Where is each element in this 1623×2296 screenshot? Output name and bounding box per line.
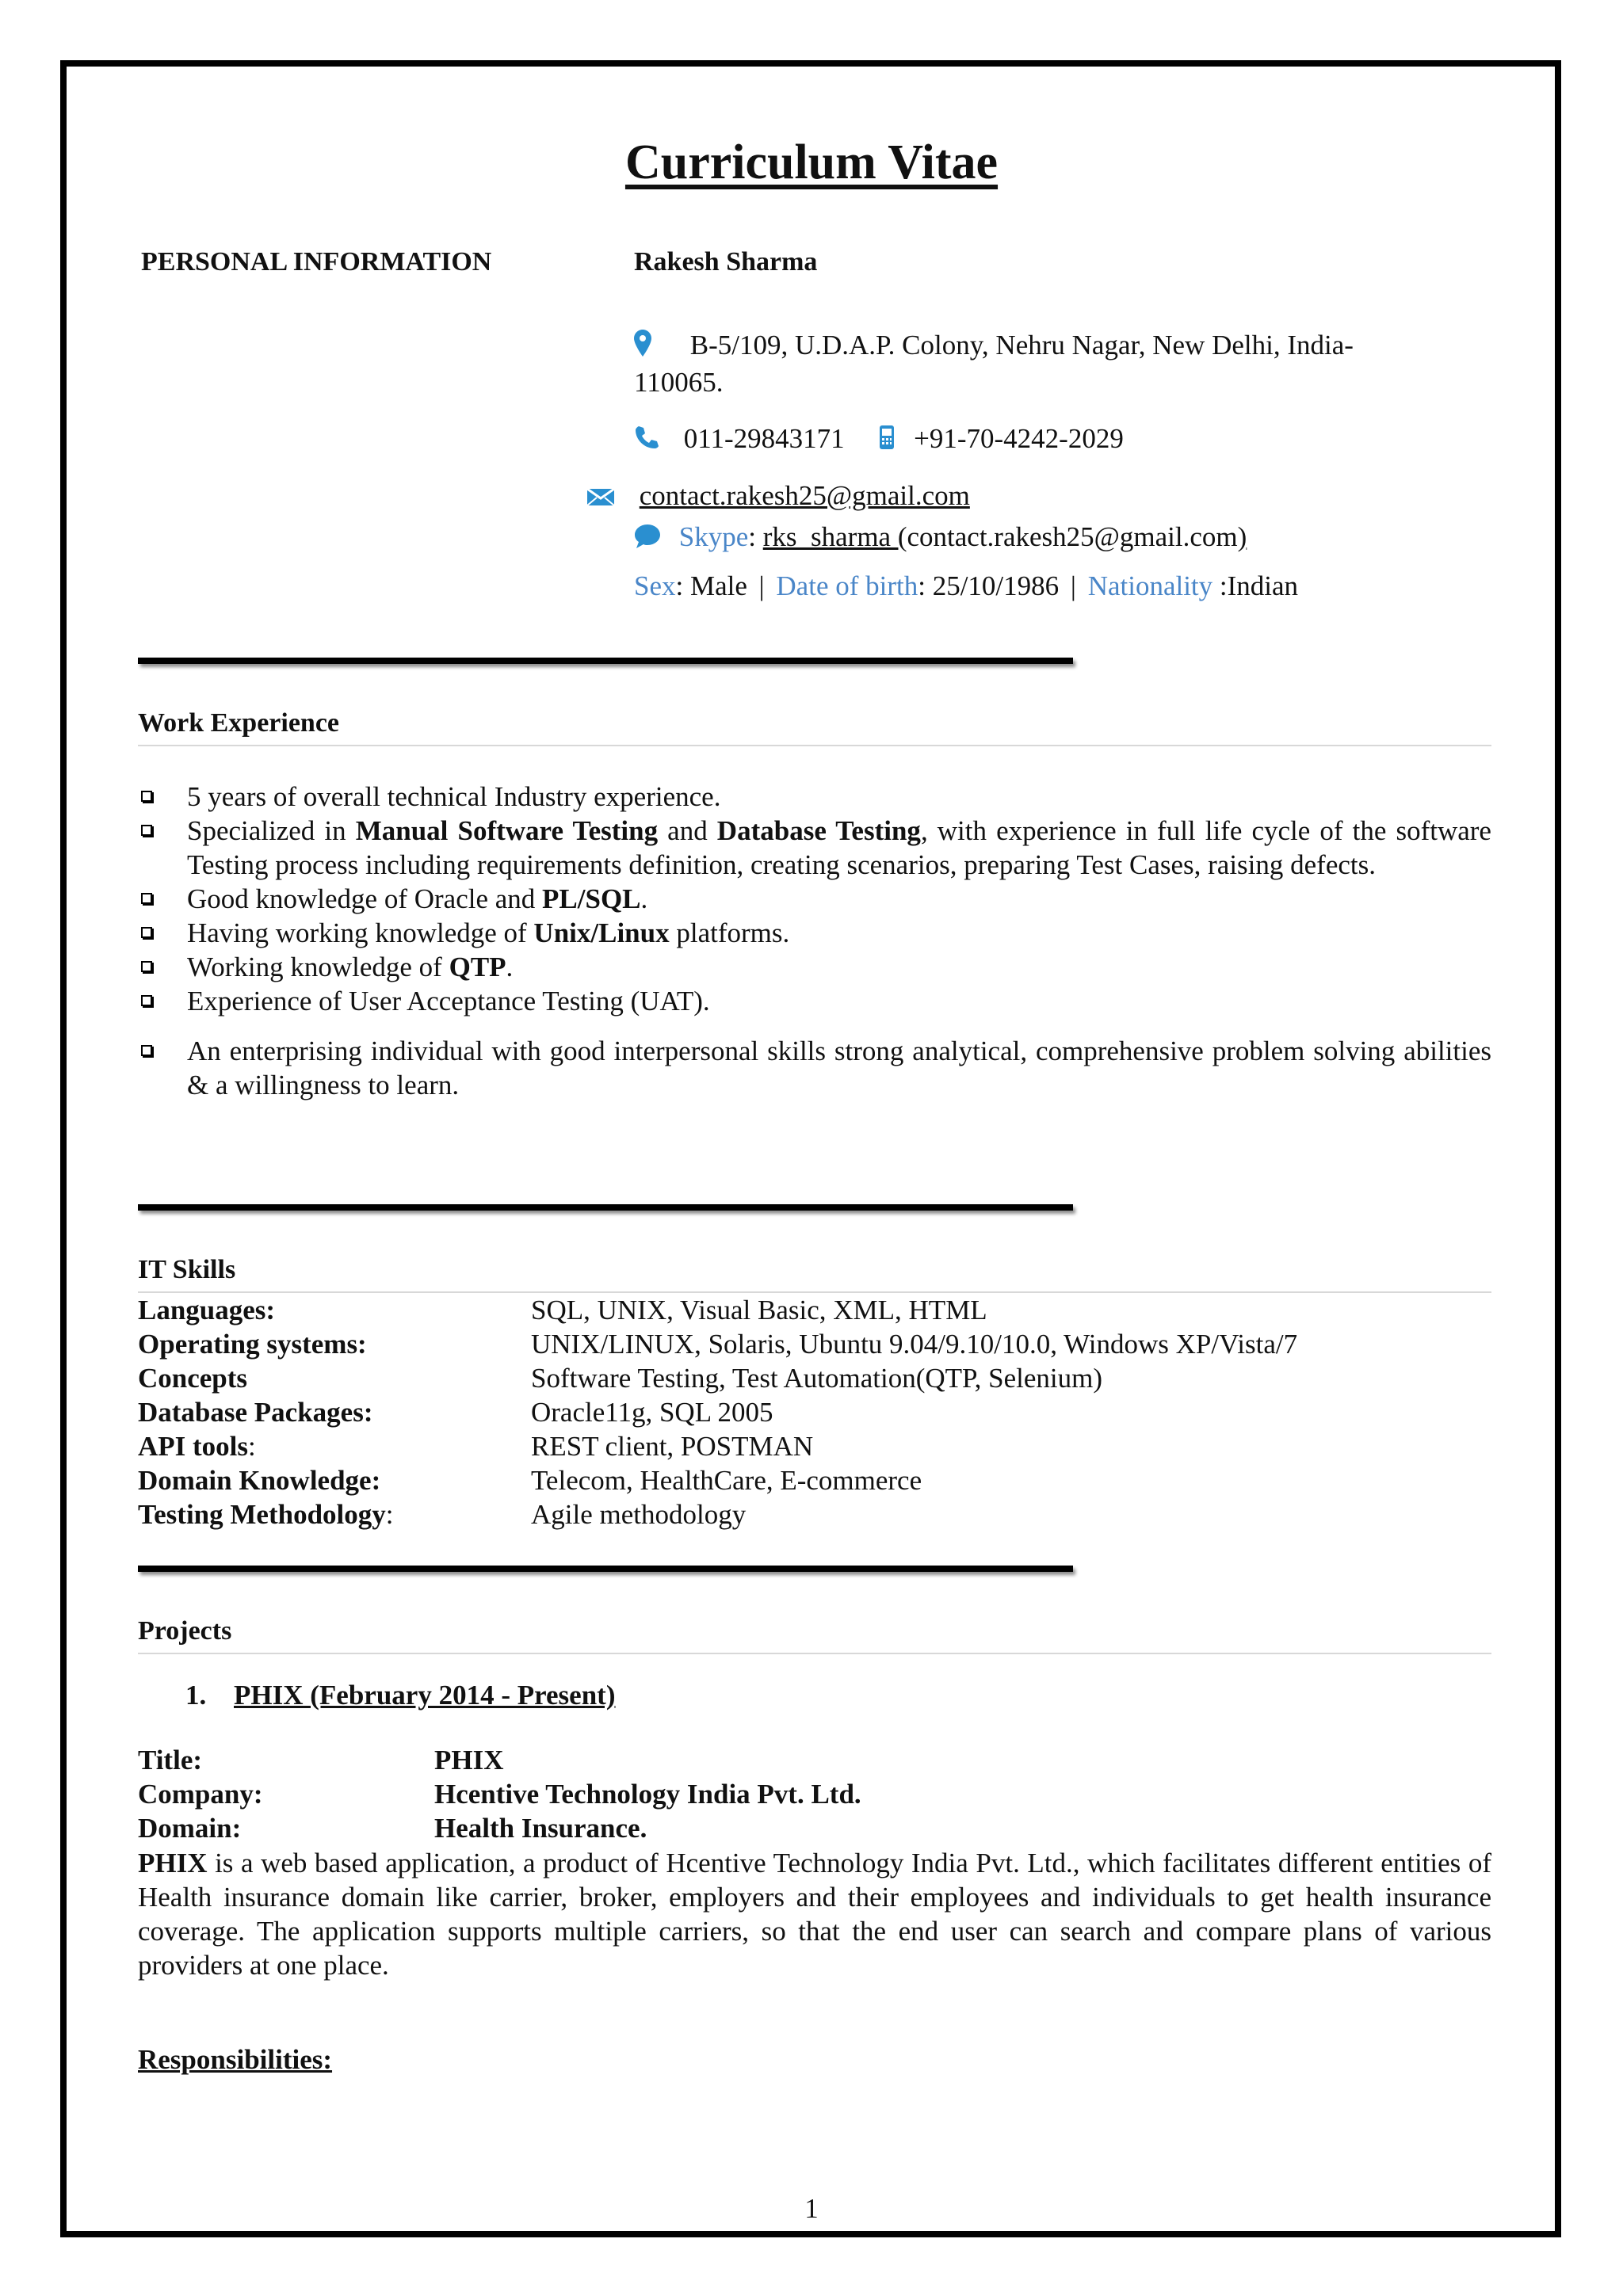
demographics-row [634,570,1298,602]
item-text: . [640,883,648,914]
checkbox-bullet-icon [141,927,152,938]
skill-row [138,1327,1297,1361]
skill-row [138,1497,1297,1531]
chat-bubble-icon [634,522,661,556]
skype-id[interactable]: rks_sharma ( [762,521,907,552]
skill-key-text: API tools [138,1431,249,1462]
project-title-link: PHIX (February 2014 - Present) [234,1680,616,1711]
it-skills-heading: IT Skills [138,1255,236,1284]
page-number: 1 [804,2193,819,2224]
skill-key [138,1327,531,1361]
item-text: and [658,815,717,846]
mobile-icon [878,425,896,457]
project-heading [185,1680,615,1711]
skill-row [138,1293,1297,1327]
section-divider [138,1566,1073,1572]
address-line-2: 110065. [634,367,724,399]
skill-value: Agile methodology [531,1499,747,1530]
skill-key-text: Domain Knowledge: [138,1465,381,1496]
description-bold: PHIX [138,1848,208,1878]
phone-icon [634,425,659,457]
field-label: Company: [138,1779,263,1810]
sex-value: : Male [675,570,747,601]
skill-key-text: Operating systems: [138,1329,367,1360]
item-bold: QTP [449,952,506,982]
section-divider [138,1204,1073,1211]
item-text: An enterprising individual with good interpersonal skills strong analytical, comprehensive problem solving abilities & a willingness to learn. [187,1035,1491,1100]
list-item [138,916,1491,950]
skype-row [634,521,1247,556]
skill-value: UNIX/LINUX, Solaris, Ubuntu 9.04/9.10/10.0, Windows XP/Vista/7 [531,1329,1298,1360]
skill-key-text: Concepts [138,1363,248,1394]
description-text: is a web based application, a product of Hcentive Technology India Pvt. Ltd., which facilitates different entities of Health insurance domain like carrier, broker, employers and their employees and individuals to get health insurance coverage. The application supports multiple carriers, so that the end user can search and compare plans of various providers at one place. [138,1848,1491,1981]
list-item [138,984,1491,1018]
project-field [138,1811,861,1845]
item-text: , with experience in full life cycle of the software Testing process including requirements definition, creating scenarios, preparing Test Cases, raising defects. [187,815,1491,880]
skill-key-text: Languages: [138,1295,276,1325]
item-bold: PL/SQL [542,883,641,914]
item-bold: Manual Software Testing [355,815,659,846]
heading-rule [138,745,1491,746]
document-title: Curriculum Vitae [624,135,999,189]
item-text: 5 years of overall technical Industry experience. [187,781,721,812]
skype-email: contact.rakesh25@gmail.com [907,521,1238,552]
skill-value: Software Testing, Test Automation(QTP, Selenium) [531,1363,1102,1394]
field-value: Hcentive Technology India Pvt. Ltd. [434,1779,861,1810]
skill-value: SQL, UNIX, Visual Basic, XML, HTML [531,1295,987,1325]
checkbox-bullet-icon [141,893,152,904]
location-pin-icon [634,330,663,365]
dob-value: : 25/10/1986 [918,570,1060,601]
separator: | [758,570,765,601]
checkbox-bullet-icon [141,825,152,836]
phone-row [634,423,1124,457]
skill-key [138,1395,531,1429]
responsibilities-heading: Responsibilities: [138,2044,333,2075]
personal-info-heading: PERSONAL INFORMATION [141,247,492,277]
work-experience-list [138,780,1491,1102]
skype-label: Skype [678,521,749,552]
sex-label: Sex [634,570,676,601]
list-item [138,950,1491,984]
list-item [138,1034,1491,1102]
checkbox-bullet-icon [141,995,152,1006]
list-item [138,780,1491,814]
separator: | [1070,570,1076,601]
skill-key-suffix: : [385,1499,394,1530]
candidate-name: Rakesh Sharma [634,247,818,277]
project-details [138,1743,861,1845]
skill-key [138,1497,531,1531]
skill-value: REST client, POSTMAN [531,1431,814,1462]
email-row [586,480,970,514]
work-experience-heading: Work Experience [138,708,340,738]
project-field [138,1777,861,1811]
address [634,328,1354,400]
item-text: platforms. [669,917,790,948]
field-value: Health Insurance. [434,1813,647,1844]
nationality-label: Nationality [1087,570,1213,601]
item-text: Experience of User Acceptance Testing (UAT). [187,986,710,1016]
project-number: 1. [185,1680,207,1711]
skill-key [138,1429,531,1463]
projects-heading: Projects [138,1616,232,1646]
skill-row [138,1395,1297,1429]
envelope-icon [586,482,615,514]
project-description [138,1846,1491,1982]
field-label: Title: [138,1745,203,1775]
item-text: Good knowledge of Oracle and [187,883,543,914]
item-text: . [506,952,514,982]
project-field [138,1743,861,1777]
phone-number: 011-29843171 [683,423,845,454]
item-bold: Database Testing [716,815,921,846]
heading-rule [138,1653,1491,1654]
skype-colon: : [748,521,756,552]
field-value: PHIX [434,1745,504,1775]
skill-key-text: Testing Methodology [138,1499,386,1530]
skill-key [138,1463,531,1497]
nationality-value: :Indian [1219,570,1299,601]
item-text: Specialized in [187,815,356,846]
list-item [138,814,1491,882]
field-label: Domain: [138,1813,242,1844]
email-link[interactable]: contact.rakesh25@gmail.com [639,480,970,511]
skill-value: Oracle11g, SQL 2005 [531,1397,773,1428]
checkbox-bullet-icon [141,961,152,972]
checkbox-bullet-icon [141,1045,152,1056]
address-line-1: B-5/109, U.D.A.P. Colony, Nehru Nagar, New Delhi, India- [689,330,1354,360]
item-text: Having working knowledge of [187,917,534,948]
section-divider [138,658,1073,664]
skill-value: Telecom, HealthCare, E-commerce [531,1465,922,1496]
skill-key-text: Database Packages: [138,1397,373,1428]
skill-row [138,1429,1297,1463]
it-skills-table [138,1293,1297,1531]
skill-key-suffix: : [248,1431,256,1462]
dob-label: Date of birth [776,570,918,601]
skill-row [138,1463,1297,1497]
skill-row [138,1361,1297,1395]
skype-close: ) [1237,521,1247,552]
checkbox-bullet-icon [141,791,152,802]
list-item [138,882,1491,916]
mobile-number: +91-70-4242-2029 [914,423,1124,454]
skill-key [138,1293,531,1327]
skill-key [138,1361,531,1395]
item-text: Working knowledge of [187,952,449,982]
item-bold: Unix/Linux [533,917,670,948]
